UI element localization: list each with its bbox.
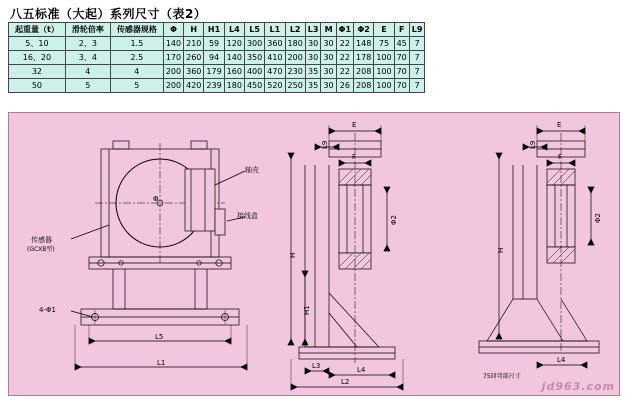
table-cell: 70 bbox=[394, 79, 409, 93]
label-H-middle: H bbox=[289, 252, 297, 258]
table-cell: 2.5 bbox=[110, 51, 163, 65]
table-header-cell: Φ2 bbox=[354, 23, 374, 37]
table-row bbox=[9, 65, 425, 79]
table-cell: 100 bbox=[374, 79, 394, 93]
table-header-cell: E bbox=[374, 23, 394, 37]
table-header-cell: L2 bbox=[285, 23, 305, 37]
table-header-cell: Φ bbox=[163, 23, 183, 37]
label-F-right: F bbox=[558, 153, 563, 161]
table-row bbox=[9, 51, 425, 65]
table-cell: 7 bbox=[409, 79, 425, 93]
drawing-panel bbox=[8, 112, 620, 396]
table-cell: 1.5 bbox=[110, 37, 163, 51]
table-cell: 208 bbox=[354, 79, 374, 93]
label-L4-middle: L4 bbox=[357, 366, 366, 374]
table-cell: 94 bbox=[204, 51, 224, 65]
table-cell: 210 bbox=[184, 37, 204, 51]
label-mounting-holes: 4-Φ1 bbox=[39, 306, 56, 314]
table-cell: 200 bbox=[163, 79, 183, 93]
table-cell: 32 bbox=[9, 65, 66, 79]
table-cell: 75 bbox=[374, 37, 394, 51]
table-cell: 26 bbox=[336, 79, 353, 93]
table-body bbox=[9, 37, 425, 93]
label-F-middle: F bbox=[352, 153, 357, 161]
table-cell: 180 bbox=[285, 37, 305, 51]
table-cell: 7 bbox=[409, 51, 425, 65]
technical-drawing-svg bbox=[9, 113, 619, 395]
table-cell: 30 bbox=[321, 37, 336, 51]
table-cell: 179 bbox=[204, 65, 224, 79]
table-cell: 4 bbox=[65, 65, 110, 79]
table-cell: 70 bbox=[394, 51, 409, 65]
dimension-table-wrapper bbox=[8, 22, 425, 93]
table-cell: 250 bbox=[285, 79, 305, 93]
table-cell: 148 bbox=[354, 37, 374, 51]
table-cell: 22 bbox=[336, 65, 353, 79]
label-note-right: 75回弯部尺寸 bbox=[483, 373, 521, 380]
label-sensor: 传感器 bbox=[31, 236, 52, 244]
table-header-cell: 传感器规格 bbox=[110, 23, 163, 37]
table-cell: 5 bbox=[65, 79, 110, 93]
table-cell: 208 bbox=[354, 65, 374, 79]
table-header-cell: L4 bbox=[224, 23, 244, 37]
label-shaft-sleeve: 轴壳 bbox=[245, 166, 259, 174]
table-cell: 22 bbox=[336, 37, 353, 51]
table-cell: 180 bbox=[224, 79, 244, 93]
table-cell: 100 bbox=[374, 51, 394, 65]
table-cell: 140 bbox=[224, 51, 244, 65]
table-cell: 30 bbox=[321, 79, 336, 93]
table-cell: 360 bbox=[184, 65, 204, 79]
table-cell: 50 bbox=[9, 79, 66, 93]
table-header-cell: 滑轮倍率 bbox=[65, 23, 110, 37]
table-cell: 360 bbox=[265, 37, 285, 51]
table-cell: 239 bbox=[204, 79, 224, 93]
label-L4-right: L4 bbox=[557, 356, 566, 364]
table-cell: 35 bbox=[305, 65, 321, 79]
label-phi2-right: Φ2 bbox=[594, 213, 602, 223]
table-cell: 5、10 bbox=[9, 37, 66, 51]
table-header-cell: L9 bbox=[409, 23, 425, 37]
table-cell: 30 bbox=[305, 51, 321, 65]
table-cell: 30 bbox=[305, 37, 321, 51]
table-cell: 200 bbox=[285, 51, 305, 65]
label-L1: L1 bbox=[157, 359, 166, 367]
table-cell: 7 bbox=[409, 37, 425, 51]
label-L5: L5 bbox=[155, 333, 164, 341]
table-row bbox=[9, 79, 425, 93]
watermark: jd963.com bbox=[541, 380, 615, 393]
table-cell: 170 bbox=[163, 51, 183, 65]
table-cell: 470 bbox=[265, 65, 285, 79]
table-header-cell: H bbox=[184, 23, 204, 37]
label-wiring-box: 接线盒 bbox=[237, 212, 258, 220]
table-cell: 59 bbox=[204, 37, 224, 51]
label-H-right: H bbox=[497, 247, 505, 253]
table-header-cell: L5 bbox=[244, 23, 264, 37]
table-cell: 22 bbox=[336, 51, 353, 65]
table-header-cell: H1 bbox=[204, 23, 224, 37]
table-cell: 16、20 bbox=[9, 51, 66, 65]
table-header-cell: L3 bbox=[305, 23, 321, 37]
table-cell: 100 bbox=[374, 65, 394, 79]
table-header-cell: F bbox=[394, 23, 409, 37]
table-cell: 410 bbox=[265, 51, 285, 65]
table-header-cell: 起重量（t） bbox=[9, 23, 66, 37]
table-cell: 300 bbox=[244, 37, 264, 51]
label-E-middle: E bbox=[352, 121, 357, 129]
label-H1-middle: H1 bbox=[303, 305, 311, 315]
table-cell: 400 bbox=[244, 65, 264, 79]
label-L9-right: L9 bbox=[529, 140, 537, 149]
label-phi2-middle: Φ2 bbox=[390, 215, 398, 225]
table-cell: 3、4 bbox=[65, 51, 110, 65]
label-phi-left: Φ bbox=[153, 195, 159, 203]
table-header-cell: Φ1 bbox=[336, 23, 353, 37]
table-cell: 2、3 bbox=[65, 37, 110, 51]
table-cell: 350 bbox=[244, 51, 264, 65]
table-cell: 140 bbox=[163, 37, 183, 51]
label-sensor-code: (GCXB型) bbox=[27, 246, 55, 253]
label-L3-middle: L3 bbox=[312, 362, 321, 370]
table-header-row bbox=[9, 23, 425, 37]
table-cell: 4 bbox=[110, 65, 163, 79]
table-cell: 420 bbox=[184, 79, 204, 93]
table-cell: 520 bbox=[265, 79, 285, 93]
label-L2-middle: L2 bbox=[341, 378, 350, 386]
table-cell: 30 bbox=[321, 65, 336, 79]
table-header-cell: M bbox=[321, 23, 336, 37]
table-row bbox=[9, 37, 425, 51]
table-cell: 70 bbox=[394, 65, 409, 79]
label-L9-middle: L9 bbox=[321, 140, 329, 149]
table-cell: 450 bbox=[244, 79, 264, 93]
table-cell: 160 bbox=[224, 65, 244, 79]
page-title: 八五标准（大起）系列尺寸（表2） bbox=[10, 7, 207, 21]
dimension-table bbox=[8, 22, 425, 93]
table-cell: 30 bbox=[321, 51, 336, 65]
table-cell: 5 bbox=[110, 79, 163, 93]
table-cell: 120 bbox=[224, 37, 244, 51]
table-cell: 200 bbox=[163, 65, 183, 79]
table-header-cell: L1 bbox=[265, 23, 285, 37]
table-cell: 45 bbox=[394, 37, 409, 51]
table-cell: 230 bbox=[285, 65, 305, 79]
table-cell: 260 bbox=[184, 51, 204, 65]
table-cell: 35 bbox=[305, 79, 321, 93]
table-cell: 178 bbox=[354, 51, 374, 65]
label-E-right: E bbox=[557, 121, 562, 129]
table-cell: 7 bbox=[409, 65, 425, 79]
